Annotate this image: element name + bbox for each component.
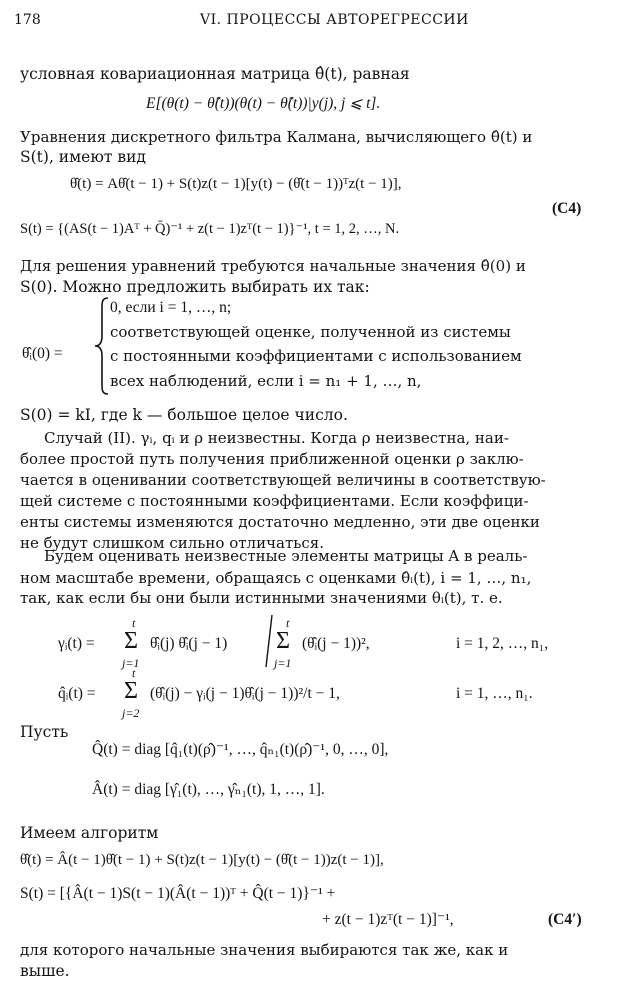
paragraph-line: чается в оценивании соответствующей величины в соответствую- xyxy=(20,471,546,489)
text-line: S(0). Можно предложить выбирать их так: xyxy=(20,278,370,296)
equation-a-hat-matrix: Â(t) = diag [γ̂₁(t), …, γ̂ₙ₁(t), 1, …, 1]. xyxy=(92,781,325,798)
equation-gamma-range: i = 1, 2, …, n₁, xyxy=(456,635,549,652)
paragraph-line: ном масштабе времени, обращаясь с оценками θ̂ᵢ(t), i = 1, …, n₁, xyxy=(20,569,532,587)
equation-gamma-denominator: (θ̂ᵢ(j − 1))², xyxy=(302,635,370,652)
equation-algorithm-s: S(t) = [{Â(t − 1)S(t − 1)(Â(t − 1))ᵀ + Q̂(t − 1)}⁻¹ + xyxy=(20,885,336,902)
equation-kalman-s: S(t) = {(AS(t − 1)Aᵀ + Q̄)⁻¹ + z(t − 1)zᵀ(t − 1)}⁻¹, t = 1, 2, …, N. xyxy=(20,221,400,237)
equation-q-range: i = 1, …, n₁. xyxy=(456,685,533,702)
text-line: Имеем алгоритм xyxy=(20,824,159,842)
equation-q-lhs: q̂ᵢ(t) = xyxy=(58,685,96,702)
case-line: соответствующей оценке, полученной из системы xyxy=(110,323,511,341)
equation-tag-c4-prime: (C4′) xyxy=(548,911,582,928)
text-line: S(t), имеют вид xyxy=(20,148,146,166)
page-number: 178 xyxy=(14,12,41,28)
paragraph-line: не будут слишком сильно отличаться. xyxy=(20,534,325,552)
equation-covariance: E[(θ(t) − θ̂(t))(θ(t) − θ̂(t))|y(j), j ⩽ t]. xyxy=(146,95,381,112)
sum-upper-limit: t xyxy=(132,616,136,630)
sum-upper-limit: t xyxy=(286,616,290,630)
sum-lower-limit: j=1 xyxy=(274,656,292,670)
sum-lower-limit: j=1 xyxy=(122,656,140,670)
running-title: VI. ПРОЦЕССЫ АВТОРЕГРЕССИИ xyxy=(200,12,469,28)
equation-algorithm-s-cont: + z(t − 1)zᵀ(t − 1)]⁻¹, xyxy=(322,911,454,928)
text-line: выше. xyxy=(20,962,70,980)
equation-tag-c4: (C4) xyxy=(552,200,582,217)
equation-q-body: (θ̂ᵢ(j) − γᵢ(j − 1)θ̂ᵢ(j − 1))²/t − 1, xyxy=(150,685,340,702)
paragraph-line: щей системе с постоянными коэффициентами. Если коэффици- xyxy=(20,492,529,510)
case-line: с постоянными коэффициентами с использованием xyxy=(110,347,522,365)
case-line: 0, если i = 1, …, n; xyxy=(110,299,232,316)
text-line: Уравнения дискретного фильтра Калмана, вычисляющего θ̂(t) и xyxy=(20,128,533,146)
equation-q-hat-matrix: Q̂(t) = diag [q̂₁(t)(ρ̂)⁻¹, …, q̂ₙ₁(t)(ρ̂)⁻¹, 0, …, 0], xyxy=(92,741,389,758)
sum-sign: Σ xyxy=(124,628,138,654)
text-line: Пусть xyxy=(20,723,69,741)
paragraph-line: так, как если бы они были истинными значениями θᵢ(t), т. е. xyxy=(20,589,503,607)
case-lhs: θ̂ᵢ(0) = xyxy=(22,345,63,362)
paragraph-line: Будем оценивать неизвестные элементы матрицы A в реаль- xyxy=(44,547,528,565)
left-brace-icon xyxy=(92,296,112,396)
sum-lower-limit: j=2 xyxy=(122,706,140,720)
sum-sign: Σ xyxy=(276,628,290,654)
division-slash-icon xyxy=(264,614,274,668)
text-line: S(0) = kI, где k — большое целое число. xyxy=(20,406,348,424)
text-line: для которого начальные значения выбираются так же, как и xyxy=(20,941,509,959)
paragraph-line: Случай (II). γᵢ, qᵢ и ρ неизвестны. Когда ρ неизвестна, наи- xyxy=(44,429,509,447)
equation-gamma-numerator: θ̂ᵢ(j) θ̂ᵢ(j − 1) xyxy=(150,635,228,652)
equation-kalman-theta: θ̂(t) = Aθ̂(t − 1) + S(t)z(t − 1)[y(t) − (θ̂(t − 1))ᵀz(t − 1)], xyxy=(70,176,402,192)
paragraph-line: более простой путь получения приближенной оценки ρ заклю- xyxy=(20,450,524,468)
equation-gamma-lhs: γᵢ(t) = xyxy=(58,635,95,652)
case-line: всех наблюдений, если i = n₁ + 1, …, n, xyxy=(110,372,422,390)
text-line: условная ковариационная матрица θ̂(t), равная xyxy=(20,65,410,83)
sum-upper-limit: t xyxy=(132,666,136,680)
text-line: Для решения уравнений требуются начальные значения θ̂(0) и xyxy=(20,257,526,275)
sum-sign: Σ xyxy=(124,678,138,704)
equation-algorithm-theta: θ̂(t) = Â(t − 1)θ̂(t − 1) + S(t)z(t − 1)[y(t) − (θ̂(t − 1))z(t − 1)], xyxy=(20,852,384,868)
paragraph-line: енты системы изменяются достаточно медленно, эти две оценки xyxy=(20,513,540,531)
